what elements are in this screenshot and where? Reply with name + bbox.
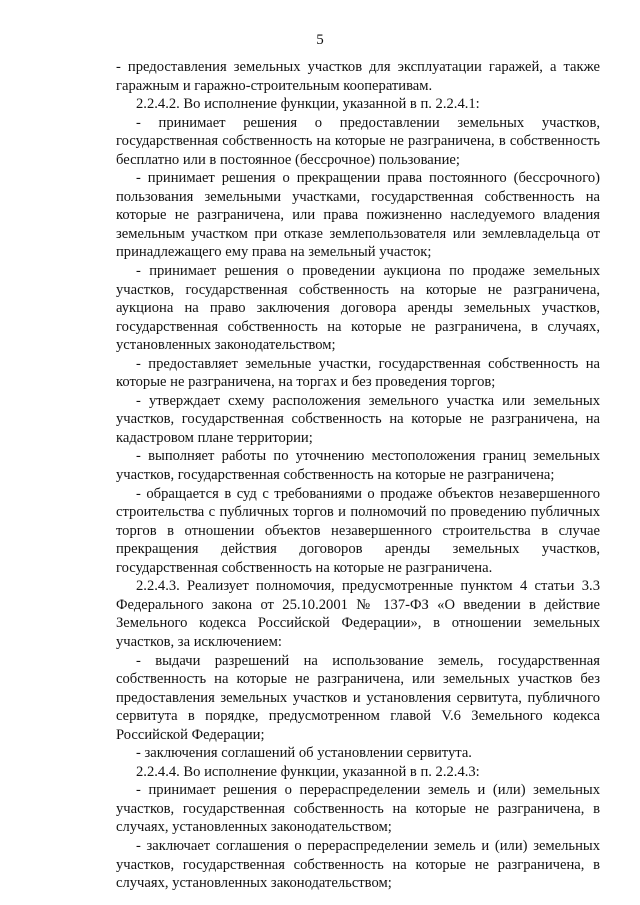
paragraph-2-2-4-4: 2.2.4.4. Во исполнение функции, указанной в п. 2.2.4.3: — [136, 763, 480, 780]
paragraph-provision-decisions: - принимает решения о предоставлении земельных участков, государственная собственность на которые не разграничена, в собственность бесплатно или в постоянное (бессрочное) пользование; — [116, 114, 600, 168]
paragraph-usage-permits: - выдачи разрешений на использование земель, государственная собственность на которые не разграничена, или земельных участков без предоставления земельных участков и установления сервитута, публичного сервитута в порядке, предусмотренном главой V.6 Земельного кодекса Российской Федерации; — [116, 652, 600, 743]
paragraph-provides-plots: - предоставляет земельные участки, государственная собственность на которые не разграничена, на торгах и без проведения торгов; — [116, 355, 600, 391]
paragraph-termination-decisions: - принимает решения о прекращении права постоянного (бессрочного) пользования земельными участками, государственная собственность на которые не разграничена, или права пожизненно наследуемого владения земельным участком при отказе землепользователя или землевладельца от принадлежащего ему права на земельный участок; — [116, 170, 600, 261]
paragraph-approves-scheme: - утверждает схему расположения земельного участка или земельных участков, государственная собственность на которые не разграничена, на кадастровом плане территории; — [116, 392, 600, 446]
paragraph-auction-decisions: - принимает решения о проведении аукциона по продаже земельных участков, государственная собственность на которые не разграничена, аукциона на право заключения договора аренды земельных участков, государственная собственность на которые не разграничена, в случаях, установленных законодательством; — [116, 263, 600, 354]
paragraph-garages: - предоставления земельных участков для эксплуатации гаражей, а также гаражным и гаражно-строительным кооперативам. — [116, 59, 600, 94]
paragraph-redistribution-agreements: - заключает соглашения о перераспределении земель и (или) земельных участков, государственная собственность на которые не разграничена, в случаях, установленных законодательством; — [116, 837, 600, 892]
document-body — [116, 58, 600, 893]
paragraph-redistribution-decisions: - принимает решения о перераспределении земель и (или) земельных участков, государственная собственность на которые не разграничена, в случаях, установленных законодательством; — [116, 782, 600, 836]
page-number: 5 — [316, 32, 324, 48]
paragraph-boundary-works: - выполняет работы по уточнению местоположения границ земельных участков, государственная собственность на которые не разграничена; — [116, 448, 600, 484]
paragraph-2-2-4-2: 2.2.4.2. Во исполнение функции, указанной в п. 2.2.4.1: — [136, 96, 480, 113]
paragraph-2-2-4-3: 2.2.4.3. Реализует полномочия, предусмотренные пунктом 4 статьи 3.3 Федерального закона от 25.10.2001 № 137-ФЗ «О введении в действие Земельного кодекса Российской Федерации», в отношении земельных участков, за исключением: — [116, 578, 600, 650]
paragraph-servitude-agreements: - заключения соглашений об установлении сервитута. — [136, 745, 472, 762]
paragraph-court-claims: - обращается в суд с требованиями о продаже объектов незавершенного строительства с публичных торгов и полномочий по проведению публичных торгов в отношении объектов незавершенного строительства в случае прекращения действия договоров аренды земельных участков, государственная собственность на которые не разграничена. — [116, 485, 600, 576]
